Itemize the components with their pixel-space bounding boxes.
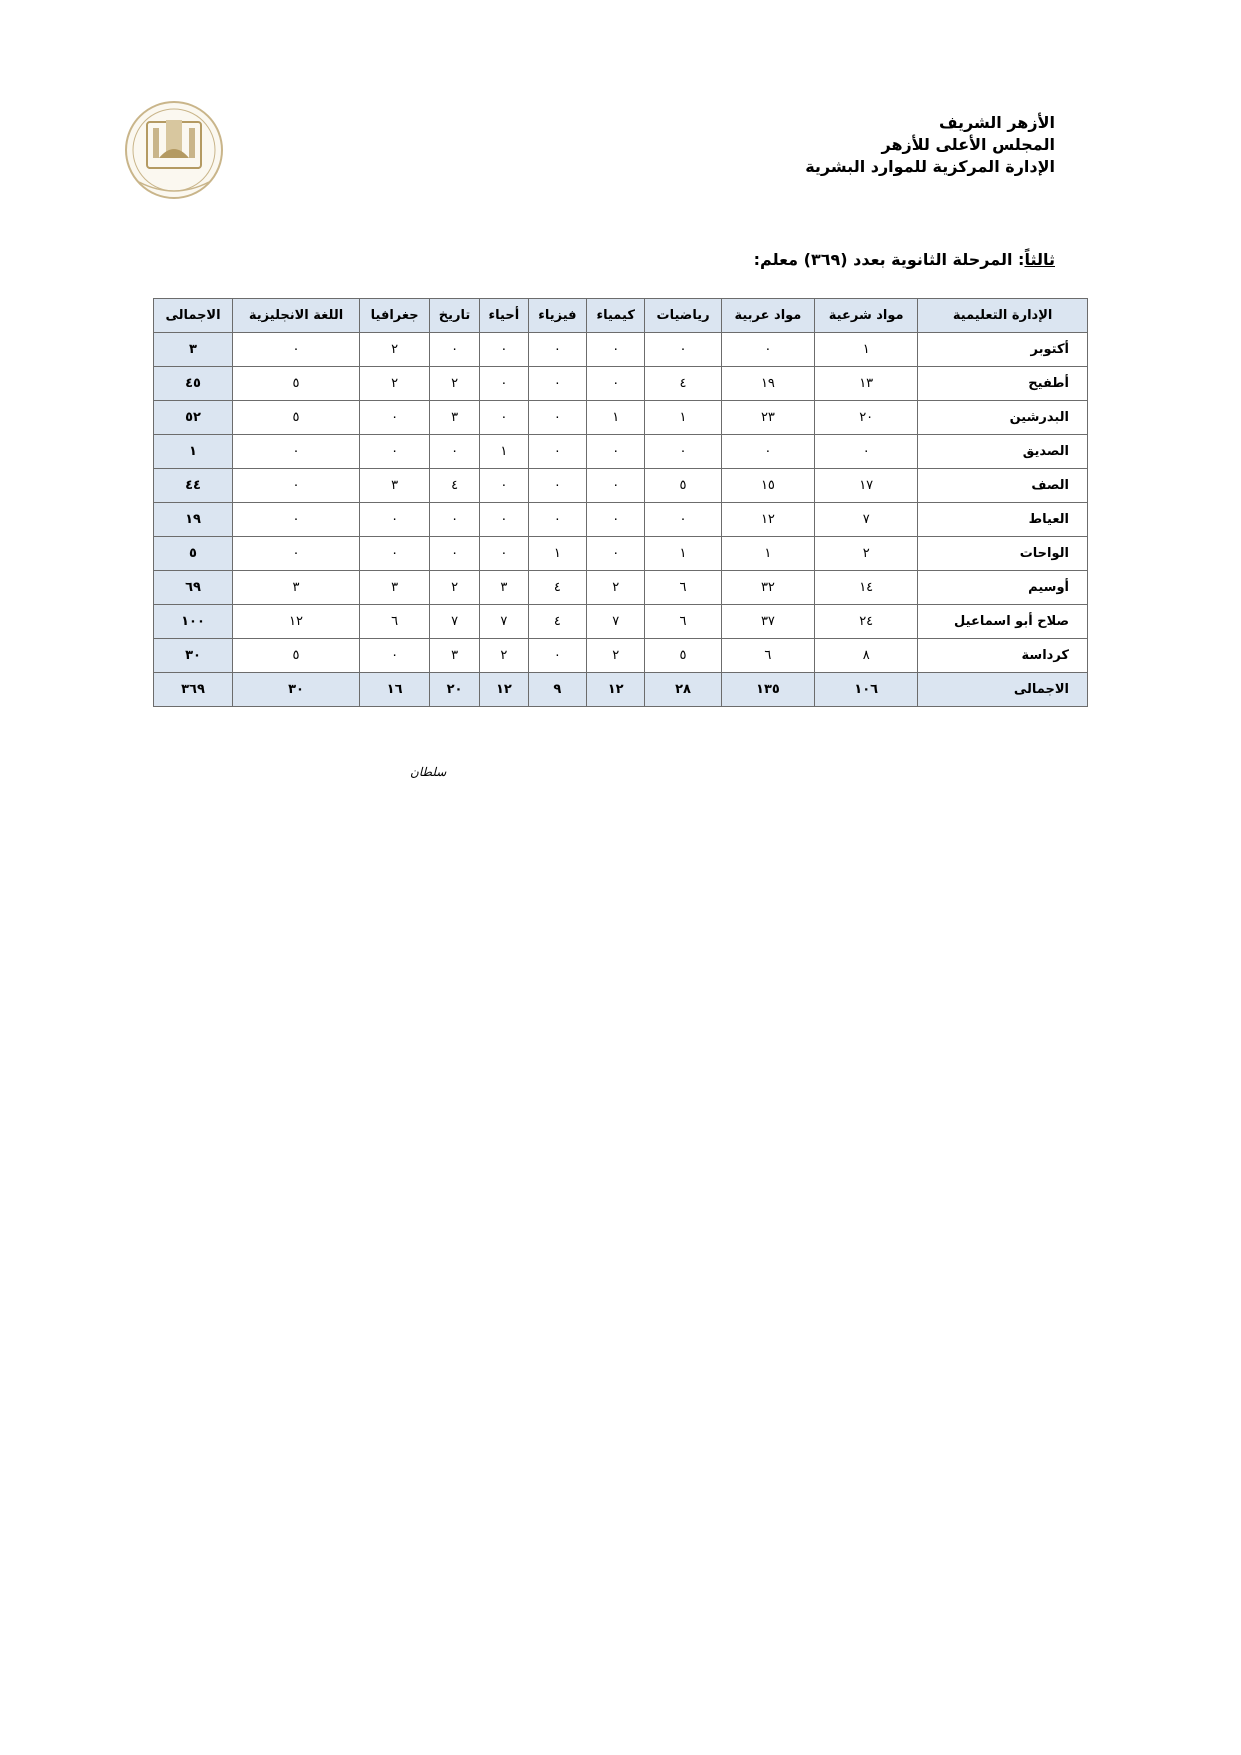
table-row xyxy=(154,571,1088,605)
table-cell: ١٢ xyxy=(721,503,814,537)
row-total: ١٠٠ xyxy=(154,605,233,639)
table-cell: ٠ xyxy=(587,367,645,401)
table-cell: ٠ xyxy=(721,435,814,469)
table-body xyxy=(154,333,1088,707)
table-cell: ١ xyxy=(587,401,645,435)
table-cell: ٢٤ xyxy=(815,605,918,639)
table-cell: ٠ xyxy=(587,333,645,367)
table-cell: ٢٠ xyxy=(815,401,918,435)
table-cell: ٠ xyxy=(528,333,586,367)
table-cell: ١ xyxy=(528,537,586,571)
grand-total-cell: ٣٦٩ xyxy=(154,673,233,707)
table-cell: ٠ xyxy=(233,503,360,537)
header-line-1: الأزهر الشريف xyxy=(938,113,1055,132)
table-cell: ٢٣ xyxy=(721,401,814,435)
table-row xyxy=(154,537,1088,571)
table-cell: ٠ xyxy=(360,435,430,469)
row-total: ٤٥ xyxy=(154,367,233,401)
table-cell: ٦ xyxy=(645,605,721,639)
column-header: فيزياء xyxy=(528,299,586,333)
grand-total-cell: ١٦ xyxy=(360,673,430,707)
table-cell: ٥ xyxy=(645,639,721,673)
district-name: البدرشين xyxy=(918,401,1088,435)
al-azhar-emblem-icon xyxy=(119,90,229,208)
table-cell: ١ xyxy=(645,537,721,571)
district-name: صلاح أبو اسماعيل xyxy=(918,605,1088,639)
row-total: ١ xyxy=(154,435,233,469)
table-cell: ٠ xyxy=(430,435,480,469)
column-header: كيمياء xyxy=(587,299,645,333)
table-cell: ٠ xyxy=(479,503,528,537)
table-cell: ٠ xyxy=(815,435,918,469)
column-header: تاريخ xyxy=(430,299,480,333)
table-cell: ٠ xyxy=(528,401,586,435)
table-cell: ٥ xyxy=(233,639,360,673)
table-cell: ٥ xyxy=(233,401,360,435)
institution-header xyxy=(805,112,1055,178)
table-cell: ٥ xyxy=(233,367,360,401)
table-cell: ٠ xyxy=(528,469,586,503)
table-row xyxy=(154,469,1088,503)
table-cell: ٠ xyxy=(721,333,814,367)
table-cell: ٣ xyxy=(430,639,480,673)
table-cell: ٢ xyxy=(430,367,480,401)
table-cell: ٠ xyxy=(528,367,586,401)
table-row xyxy=(154,401,1088,435)
table-cell: ١٤ xyxy=(815,571,918,605)
table-cell: ٢ xyxy=(587,639,645,673)
row-total: ٥٢ xyxy=(154,401,233,435)
column-header: رياضيات xyxy=(645,299,721,333)
table-cell: ٨ xyxy=(815,639,918,673)
grand-total-row xyxy=(154,673,1088,707)
table-cell: ٢ xyxy=(587,571,645,605)
grand-total-label: الاجمالى xyxy=(918,673,1088,707)
table-cell: ١٩ xyxy=(721,367,814,401)
table-cell: ٢ xyxy=(360,367,430,401)
row-total: ٦٩ xyxy=(154,571,233,605)
table-cell: ٠ xyxy=(479,469,528,503)
table-header-row xyxy=(154,299,1088,333)
column-header: اللغة الانجليزية xyxy=(233,299,360,333)
table-cell: ٧ xyxy=(587,605,645,639)
table-cell: ٥ xyxy=(645,469,721,503)
table-cell: ٣ xyxy=(360,571,430,605)
district-name: العياط xyxy=(918,503,1088,537)
table-row xyxy=(154,435,1088,469)
row-total: ١٩ xyxy=(154,503,233,537)
table-cell: ٣ xyxy=(360,469,430,503)
column-header: مواد شرعية xyxy=(815,299,918,333)
table-cell: ٠ xyxy=(360,537,430,571)
grand-total-cell: ٢٠ xyxy=(430,673,480,707)
table-cell: ٤ xyxy=(645,367,721,401)
table-cell: ٤ xyxy=(430,469,480,503)
column-header: أحياء xyxy=(479,299,528,333)
table-cell: ٠ xyxy=(233,435,360,469)
table-cell: ٣ xyxy=(233,571,360,605)
table-cell: ٤ xyxy=(528,571,586,605)
table-cell: ٦ xyxy=(721,639,814,673)
grand-total-cell: ٣٠ xyxy=(233,673,360,707)
table-cell: ٦ xyxy=(360,605,430,639)
table-cell: ٠ xyxy=(360,639,430,673)
grand-total-cell: ٢٨ xyxy=(645,673,721,707)
column-header: الاجمالى xyxy=(154,299,233,333)
district-name: أكتوبر xyxy=(918,333,1088,367)
table-cell: ٤ xyxy=(528,605,586,639)
table-row xyxy=(154,639,1088,673)
teachers-table xyxy=(153,298,1088,707)
table-cell: ٠ xyxy=(528,435,586,469)
table-cell: ٠ xyxy=(479,401,528,435)
table-cell: ٠ xyxy=(645,503,721,537)
table-cell: ٠ xyxy=(645,333,721,367)
table-cell: ٧ xyxy=(815,503,918,537)
table-cell: ٠ xyxy=(587,435,645,469)
signature: سلطان xyxy=(410,765,447,779)
table-cell: ٠ xyxy=(479,537,528,571)
table-cell: ٣ xyxy=(479,571,528,605)
grand-total-cell: ١٢ xyxy=(479,673,528,707)
table-cell: ٠ xyxy=(479,333,528,367)
table-cell: ٠ xyxy=(430,333,480,367)
table-cell: ١ xyxy=(721,537,814,571)
table-cell: ١ xyxy=(479,435,528,469)
table-cell: ٢ xyxy=(360,333,430,367)
table-cell: ١٧ xyxy=(815,469,918,503)
grand-total-cell: ١٢ xyxy=(587,673,645,707)
table-cell: ٠ xyxy=(430,537,480,571)
section-title xyxy=(754,250,1055,269)
table-cell: ٠ xyxy=(360,503,430,537)
table-cell: ٣٢ xyxy=(721,571,814,605)
district-name: أوسيم xyxy=(918,571,1088,605)
district-name: أطفيح xyxy=(918,367,1088,401)
table-cell: ٣٧ xyxy=(721,605,814,639)
table-cell: ٢ xyxy=(479,639,528,673)
table-cell: ٢ xyxy=(815,537,918,571)
column-header: مواد عربية xyxy=(721,299,814,333)
table-cell: ٠ xyxy=(430,503,480,537)
row-total: ٣ xyxy=(154,333,233,367)
table-cell: ٠ xyxy=(587,503,645,537)
table-cell: ٧ xyxy=(479,605,528,639)
table-row xyxy=(154,503,1088,537)
table-cell: ٢ xyxy=(430,571,480,605)
table-cell: ٦ xyxy=(645,571,721,605)
header-line-2: المجلس الأعلى للأزهر xyxy=(881,135,1055,154)
column-header: الإدارة التعليمية xyxy=(918,299,1088,333)
table-cell: ٠ xyxy=(587,469,645,503)
table-cell: ٠ xyxy=(233,537,360,571)
table-cell: ٠ xyxy=(360,401,430,435)
row-total: ٥ xyxy=(154,537,233,571)
table-row xyxy=(154,333,1088,367)
header-line-3: الإدارة المركزية للموارد البشرية xyxy=(805,157,1055,176)
table-cell: ٠ xyxy=(645,435,721,469)
row-total: ٤٤ xyxy=(154,469,233,503)
table-cell: ٠ xyxy=(233,333,360,367)
section-title-lead: ثالثاً xyxy=(1024,250,1055,269)
district-name: الواحات xyxy=(918,537,1088,571)
table-cell: ٠ xyxy=(587,537,645,571)
table-cell: ١ xyxy=(815,333,918,367)
table-cell: ٠ xyxy=(528,639,586,673)
table-cell: ٠ xyxy=(233,469,360,503)
section-title-rest: : المرحلة الثانوية بعدد (٣٦٩) معلم: xyxy=(753,250,1025,269)
grand-total-cell: ٩ xyxy=(528,673,586,707)
table-cell: ١٣ xyxy=(815,367,918,401)
row-total: ٣٠ xyxy=(154,639,233,673)
table-cell: ١٢ xyxy=(233,605,360,639)
district-name: الصديق xyxy=(918,435,1088,469)
table-row xyxy=(154,367,1088,401)
district-name: الصف xyxy=(918,469,1088,503)
column-header: جغرافيا xyxy=(360,299,430,333)
table-cell: ٠ xyxy=(479,367,528,401)
grand-total-cell: ١٠٦ xyxy=(815,673,918,707)
table-cell: ٧ xyxy=(430,605,480,639)
table-cell: ١٥ xyxy=(721,469,814,503)
table-cell: ٣ xyxy=(430,401,480,435)
table-row xyxy=(154,605,1088,639)
table-cell: ١ xyxy=(645,401,721,435)
district-name: كرداسة xyxy=(918,639,1088,673)
grand-total-cell: ١٣٥ xyxy=(721,673,814,707)
table-cell: ٠ xyxy=(528,503,586,537)
